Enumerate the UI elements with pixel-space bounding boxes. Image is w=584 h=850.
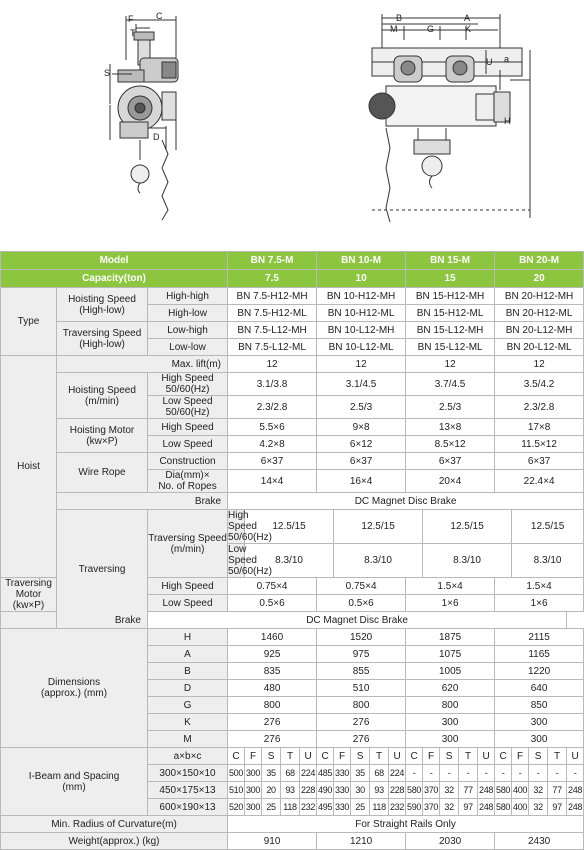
ibeam-spacing-value: 495 xyxy=(317,799,334,816)
high-speed-label xyxy=(228,510,272,544)
high-speed-label xyxy=(148,373,228,396)
construction-label: Construction xyxy=(148,453,228,470)
weight-value: 2030 xyxy=(406,833,495,850)
high-speed-label: High Speed xyxy=(148,419,228,436)
ibeam-spacing-value: 93 xyxy=(370,782,389,799)
ibeam-letter: S xyxy=(262,748,281,765)
table-row xyxy=(1,629,584,646)
high-speed-label: High Speed xyxy=(148,578,228,595)
ibeam-spacing-value: 228 xyxy=(389,782,406,799)
hoist-brake-value: DC Magnet Disc Brake xyxy=(228,493,584,510)
ibeam-spacing-value: 330 xyxy=(334,782,351,799)
frequency-text: 50/60(Hz) xyxy=(165,384,210,395)
ibeam-letter: S xyxy=(529,748,548,765)
ibeam-spacing-value: 97 xyxy=(548,799,567,816)
ibeam-spacing-value: 520 xyxy=(228,799,245,816)
drawing-label-u: U xyxy=(486,57,493,67)
table-row xyxy=(1,419,584,436)
ibeam-letter: S xyxy=(440,748,459,765)
ibeam-axbxc-label: a×b×c xyxy=(148,748,228,765)
table-row xyxy=(1,373,584,396)
type-traversing-speed-label xyxy=(57,322,148,356)
frequency-text: 50/60(Hz) xyxy=(228,532,272,543)
ibeam-letter: F xyxy=(423,748,440,765)
header-capacity-row xyxy=(1,270,584,288)
type-value: BN 7.5-H12-ML xyxy=(228,305,317,322)
traversing-speed-value: 8.3/10 xyxy=(334,544,423,578)
dimension-value: 1005 xyxy=(406,663,495,680)
traversing-motor-value: 1×6 xyxy=(406,595,495,612)
hoisting-speed-text: Hoisting Speed xyxy=(68,384,136,396)
ibeam-spacing-value: 224 xyxy=(300,765,317,782)
table-row xyxy=(1,612,584,629)
dimension-value: 1220 xyxy=(495,663,584,680)
low-speed-label: Low Speed xyxy=(148,595,228,612)
ibeam-spacing-value: 248 xyxy=(478,782,495,799)
dimension-value: 850 xyxy=(495,697,584,714)
dimension-value: 1875 xyxy=(406,629,495,646)
model-header-label: Model xyxy=(1,252,228,270)
dimension-value: 480 xyxy=(228,680,317,697)
ibeam-letter: T xyxy=(281,748,300,765)
dimension-key: B xyxy=(148,663,228,680)
type-value: BN 10-H12-ML xyxy=(317,305,406,322)
ibeam-spacing-value: 500 xyxy=(228,765,245,782)
ibeam-spacing-value: 118 xyxy=(370,799,389,816)
ibeam-spacing-value: - xyxy=(423,765,440,782)
ibeam-text: I-Beam and Spacing xyxy=(28,770,120,782)
type-value: BN 15-H12-MH xyxy=(406,288,495,305)
ibeam-spacing-value: 232 xyxy=(300,799,317,816)
ibeam-spacing-value: - xyxy=(440,765,459,782)
dimension-value: 276 xyxy=(228,714,317,731)
dimensions-text: Dimensions xyxy=(47,677,101,688)
dimension-value: 640 xyxy=(495,680,584,697)
hoist-technical-drawings xyxy=(0,0,583,248)
ibeam-spacing-value: 224 xyxy=(389,765,406,782)
table-row xyxy=(1,816,584,833)
dia-ropes-label xyxy=(148,470,228,493)
ibeam-letter: C xyxy=(406,748,423,765)
min-radius-label: Min. Radius of Curvature(m) xyxy=(1,816,228,833)
hoisting-speed-value: 3.5/4.2 xyxy=(495,373,584,396)
type-value: BN 20-L12-ML xyxy=(495,339,584,356)
dimension-value: 855 xyxy=(317,663,406,680)
traversing-motor-value: 0.5×6 xyxy=(317,595,406,612)
ibeam-spacing-value: 330 xyxy=(334,799,351,816)
ibeam-spacing-value: - xyxy=(459,765,478,782)
traversing-group-label: Traversing xyxy=(57,510,148,629)
drawing-label-a: A xyxy=(464,13,471,23)
ibeam-spacing-value: 77 xyxy=(548,782,567,799)
drawing-label-m: M xyxy=(390,24,398,34)
ibeam-spacing-value: 490 xyxy=(317,782,334,799)
ibeam-spacing-value: 20 xyxy=(262,782,281,799)
dimension-value: 1520 xyxy=(317,629,406,646)
ibeam-size: 450×175×13 xyxy=(148,782,228,799)
max-lift-value: 12 xyxy=(406,356,495,373)
drawing-label-k: K xyxy=(465,24,472,34)
specification-table xyxy=(0,251,584,850)
hoisting-motor-label xyxy=(57,419,148,453)
dimensions-group-label xyxy=(1,629,148,748)
type-value: BN 20-H12-MH xyxy=(495,288,584,305)
dimension-value: 2115 xyxy=(495,629,584,646)
ibeam-letter: T xyxy=(459,748,478,765)
dimension-value: 300 xyxy=(495,714,584,731)
ibeam-spacing-value: 300 xyxy=(245,782,262,799)
table-row xyxy=(1,510,584,544)
type-value: BN 7.5-H12-MH xyxy=(228,288,317,305)
traversing-motor-value: 0.75×4 xyxy=(228,578,317,595)
ibeam-letter: U xyxy=(478,748,495,765)
type-value: BN 10-L12-ML xyxy=(317,339,406,356)
traversing-motor-unit: (kw×P) xyxy=(12,600,45,611)
max-lift-value: 12 xyxy=(495,356,584,373)
hoisting-speed-value: 3.1/3.8 xyxy=(228,373,317,396)
capacity-value: 15 xyxy=(406,270,495,288)
traversing-motor-value: 1.5×4 xyxy=(406,578,495,595)
ibeam-unit: (mm) xyxy=(62,781,86,793)
low-speed-text: Low Speed xyxy=(228,544,257,566)
dimension-key: D xyxy=(148,680,228,697)
type-mode-label: Low-low xyxy=(148,339,228,356)
max-lift-value: 12 xyxy=(317,356,406,373)
ibeam-letter: C xyxy=(495,748,512,765)
model-name: BN 15-M xyxy=(406,252,495,270)
ibeam-spacing-value: 35 xyxy=(351,765,370,782)
construction-value: 6×37 xyxy=(406,453,495,470)
traversing-speed-value: 8.3/10 xyxy=(512,544,584,578)
ibeam-spacing-value: - xyxy=(548,765,567,782)
ibeam-spacing-value: 32 xyxy=(440,799,459,816)
construction-value: 6×37 xyxy=(495,453,584,470)
ibeam-spacing-value: - xyxy=(529,765,548,782)
weight-label: Weight(approx.) (kg) xyxy=(1,833,228,850)
model-name: BN 20-M xyxy=(495,252,584,270)
traversing-speed-value: 12.5/15 xyxy=(423,510,512,544)
type-value: BN 15-L12-MH xyxy=(406,322,495,339)
hoist-brake-label: Brake xyxy=(57,493,228,510)
ibeam-letter: S xyxy=(351,748,370,765)
ibeam-letter: U xyxy=(389,748,406,765)
hoisting-motor-value: 6×12 xyxy=(317,436,406,453)
ibeam-spacing-value: 330 xyxy=(334,765,351,782)
hoisting-speed-unit: (m/min) xyxy=(85,395,119,407)
low-speed-text: Low Speed xyxy=(162,396,213,407)
ibeam-spacing-value: 68 xyxy=(370,765,389,782)
high-speed-text: High Speed xyxy=(228,510,257,532)
table-row xyxy=(1,322,584,339)
traversing-motor-label xyxy=(1,578,57,612)
dimension-value: 300 xyxy=(406,714,495,731)
type-value: BN 15-L12-ML xyxy=(406,339,495,356)
capacity-value: 20 xyxy=(495,270,584,288)
ibeam-spacing-value: 25 xyxy=(351,799,370,816)
hoisting-speed-label xyxy=(57,373,148,419)
dimension-value: 800 xyxy=(406,697,495,714)
ibeam-spacing-value: 232 xyxy=(389,799,406,816)
hoist-side-view-drawing xyxy=(110,16,178,220)
ibeam-spacing-value: 35 xyxy=(262,765,281,782)
dimension-value: 300 xyxy=(495,731,584,748)
traversing-speed-value: 12.5/15 xyxy=(512,510,584,544)
hoisting-motor-value: 9×8 xyxy=(317,419,406,436)
type-mode-label: High-high xyxy=(148,288,228,305)
hoisting-speed-value: 2.3/2.8 xyxy=(495,396,584,419)
hoisting-speed-value: 2.5/3 xyxy=(406,396,495,419)
dia-value: 14×4 xyxy=(228,470,317,493)
hoisting-speed-value: 2.3/2.8 xyxy=(228,396,317,419)
traversing-speed-label xyxy=(148,510,228,578)
weight-value: 1210 xyxy=(317,833,406,850)
wire-rope-label: Wire Rope xyxy=(57,453,148,493)
ibeam-spacing-value: 485 xyxy=(317,765,334,782)
traversing-brake-label: Brake xyxy=(1,612,148,629)
hoisting-speed-value: 3.7/4.5 xyxy=(406,373,495,396)
hoist-group-label: Hoist xyxy=(1,356,57,578)
ibeam-spacing-value: 370 xyxy=(423,782,440,799)
ibeam-spacing-value: 248 xyxy=(567,799,584,816)
hoisting-motor-value: 11.5×12 xyxy=(495,436,584,453)
ibeam-spacing-value: - xyxy=(567,765,584,782)
type-value: BN 7.5-L12-ML xyxy=(228,339,317,356)
drawing-label-s: S xyxy=(104,68,111,78)
drawing-label-t: T xyxy=(130,28,136,38)
type-value: BN 10-L12-MH xyxy=(317,322,406,339)
ibeam-letter: T xyxy=(370,748,389,765)
capacity-header-label: Capacity(ton) xyxy=(1,270,228,288)
ibeam-spacing-value: - xyxy=(478,765,495,782)
hoisting-motor-unit: (kw×P) xyxy=(86,435,118,447)
hoisting-motor-value: 5.5×6 xyxy=(228,419,317,436)
dimension-key: M xyxy=(148,731,228,748)
dimension-value: 510 xyxy=(317,680,406,697)
capacity-value: 7.5 xyxy=(228,270,317,288)
ibeam-spacing-value: 68 xyxy=(281,765,300,782)
construction-value: 6×37 xyxy=(228,453,317,470)
hoisting-motor-text: Hoisting Motor xyxy=(69,424,135,436)
dimension-value: 1075 xyxy=(406,646,495,663)
type-group-label: Type xyxy=(1,288,57,356)
dimension-value: 620 xyxy=(406,680,495,697)
dimension-value: 800 xyxy=(317,697,406,714)
ibeam-letter: F xyxy=(245,748,262,765)
type-value: BN 10-H12-MH xyxy=(317,288,406,305)
type-value: BN 20-L12-MH xyxy=(495,322,584,339)
ibeam-spacing-value: 300 xyxy=(245,799,262,816)
traversing-motor-value: 0.75×4 xyxy=(317,578,406,595)
traversing-speed-value: 8.3/10 xyxy=(423,544,512,578)
ibeam-spacing-value: 32 xyxy=(529,799,548,816)
ibeam-letter: F xyxy=(512,748,529,765)
type-hoisting-speed-text: Hoisting Speed xyxy=(68,293,136,305)
traversing-motor-value: 0.5×6 xyxy=(228,595,317,612)
ibeam-letter: C xyxy=(317,748,334,765)
model-name: BN 7.5-M xyxy=(228,252,317,270)
low-speed-label: Low Speed xyxy=(148,436,228,453)
type-mode-label: Low-high xyxy=(148,322,228,339)
dimension-value: 925 xyxy=(228,646,317,663)
dimensions-unit: (approx.) (mm) xyxy=(40,688,108,699)
ibeam-group-label xyxy=(1,748,148,816)
max-lift-value: 12 xyxy=(228,356,317,373)
dimension-value: 1460 xyxy=(228,629,317,646)
traversing-speed-value: 12.5/15 xyxy=(334,510,423,544)
model-name: BN 10-M xyxy=(317,252,406,270)
table-row xyxy=(1,493,584,510)
ibeam-letter: T xyxy=(548,748,567,765)
traversing-speed-value: 12.5/15 xyxy=(245,510,334,544)
ibeam-spacing-value: 580 xyxy=(495,782,512,799)
ibeam-spacing-value: 510 xyxy=(228,782,245,799)
dimension-value: 1165 xyxy=(495,646,584,663)
weight-value: 2430 xyxy=(495,833,584,850)
type-value: BN 7.5-L12-MH xyxy=(228,322,317,339)
hoisting-motor-value: 4.2×8 xyxy=(228,436,317,453)
dimension-value: 975 xyxy=(317,646,406,663)
drawing-label-b: B xyxy=(396,13,403,23)
ibeam-spacing-value: 32 xyxy=(440,782,459,799)
hoisting-speed-value: 2.5/3 xyxy=(317,396,406,419)
traversing-motor-value: 1.5×4 xyxy=(495,578,584,595)
min-radius-value: For Straight Rails Only xyxy=(228,816,584,833)
ibeam-spacing-value: 32 xyxy=(529,782,548,799)
ibeam-spacing-value: 590 xyxy=(406,799,423,816)
traversing-speed-unit: (m/min) xyxy=(170,543,205,555)
table-row xyxy=(1,833,584,850)
capacity-value: 10 xyxy=(317,270,406,288)
dimension-key: G xyxy=(148,697,228,714)
low-speed-label xyxy=(148,396,228,419)
ibeam-spacing-value: - xyxy=(406,765,423,782)
ibeam-spacing-value: 118 xyxy=(281,799,300,816)
ibeam-spacing-value: - xyxy=(495,765,512,782)
dia-value: 16×4 xyxy=(317,470,406,493)
ibeam-letter: U xyxy=(567,748,584,765)
type-hoisting-speed-label xyxy=(57,288,148,322)
ibeam-spacing-value: 580 xyxy=(406,782,423,799)
ibeam-spacing-value: 97 xyxy=(459,799,478,816)
dimension-value: 835 xyxy=(228,663,317,680)
dimension-key: H xyxy=(148,629,228,646)
ibeam-letter: U xyxy=(300,748,317,765)
ibeam-size: 600×190×13 xyxy=(148,799,228,816)
ibeam-letter: F xyxy=(334,748,351,765)
ibeam-letter: C xyxy=(228,748,245,765)
ibeam-spacing-value: 248 xyxy=(567,782,584,799)
dimension-value: 276 xyxy=(317,731,406,748)
dia-value: 22.4×4 xyxy=(495,470,584,493)
ibeam-spacing-value: 77 xyxy=(459,782,478,799)
high-speed-text: High Speed xyxy=(161,373,214,384)
dimension-key: K xyxy=(148,714,228,731)
ibeam-spacing-value: 30 xyxy=(351,782,370,799)
hoisting-speed-value: 3.1/4.5 xyxy=(317,373,406,396)
ibeam-spacing-value: 370 xyxy=(423,799,440,816)
dimension-value: 276 xyxy=(317,714,406,731)
ibeam-spacing-value: 228 xyxy=(300,782,317,799)
dia-value: 20×4 xyxy=(406,470,495,493)
ibeam-size: 300×150×10 xyxy=(148,765,228,782)
table-row xyxy=(1,453,584,470)
traversing-brake-value: DC Magnet Disc Brake xyxy=(148,612,567,629)
type-value: BN 20-H12-ML xyxy=(495,305,584,322)
construction-value: 6×37 xyxy=(317,453,406,470)
dimension-value: 300 xyxy=(406,731,495,748)
ibeam-spacing-value: 400 xyxy=(512,799,529,816)
header-model-row xyxy=(1,252,584,270)
type-value: BN 15-H12-ML xyxy=(406,305,495,322)
traversing-motor-value: 1×6 xyxy=(495,595,584,612)
dimension-value: 276 xyxy=(228,731,317,748)
max-lift-label: Max. lift(m) xyxy=(57,356,228,373)
hoisting-motor-value: 17×8 xyxy=(495,419,584,436)
ibeam-spacing-value: 300 xyxy=(245,765,262,782)
drawing-label-h: H xyxy=(504,116,511,126)
drawing-label-f: F xyxy=(128,14,134,24)
frequency-text: 50/60(Hz) xyxy=(228,566,272,577)
ibeam-spacing-value: - xyxy=(512,765,529,782)
hoisting-motor-value: 8.5×12 xyxy=(406,436,495,453)
dimension-value: 800 xyxy=(228,697,317,714)
type-traversing-speed-text: Traversing Speed xyxy=(62,327,142,339)
drawing-label-g: G xyxy=(427,24,435,34)
ibeam-spacing-value: 400 xyxy=(512,782,529,799)
type-high-low-text: (High-low) xyxy=(79,304,125,316)
ibeam-spacing-value: 93 xyxy=(281,782,300,799)
ibeam-header-row xyxy=(1,748,584,765)
ibeam-spacing-value: 25 xyxy=(262,799,281,816)
ibeam-spacing-value: 580 xyxy=(495,799,512,816)
frequency-text: 50/60(Hz) xyxy=(165,407,210,418)
ibeam-spacing-value: 248 xyxy=(478,799,495,816)
type-high-low-text: (High-low) xyxy=(79,338,125,350)
hoisting-motor-value: 13×8 xyxy=(406,419,495,436)
table-row xyxy=(1,288,584,305)
traversing-motor-text: Traversing Motor xyxy=(5,578,52,600)
low-speed-label xyxy=(228,544,272,578)
dia-text: Dia(mm)× xyxy=(165,470,210,481)
drawing-label-c: C xyxy=(156,11,163,21)
drawing-label-d: D xyxy=(153,132,160,142)
drawing-label-a-lower: a xyxy=(504,54,510,64)
weight-value: 910 xyxy=(228,833,317,850)
ropes-text: No. of Ropes xyxy=(158,481,217,492)
type-mode-label: High-low xyxy=(148,305,228,322)
table-row xyxy=(1,356,584,373)
traversing-speed-text: Traversing Speed xyxy=(148,532,227,544)
dimension-key: A xyxy=(148,646,228,663)
traversing-speed-value: 8.3/10 xyxy=(245,544,334,578)
